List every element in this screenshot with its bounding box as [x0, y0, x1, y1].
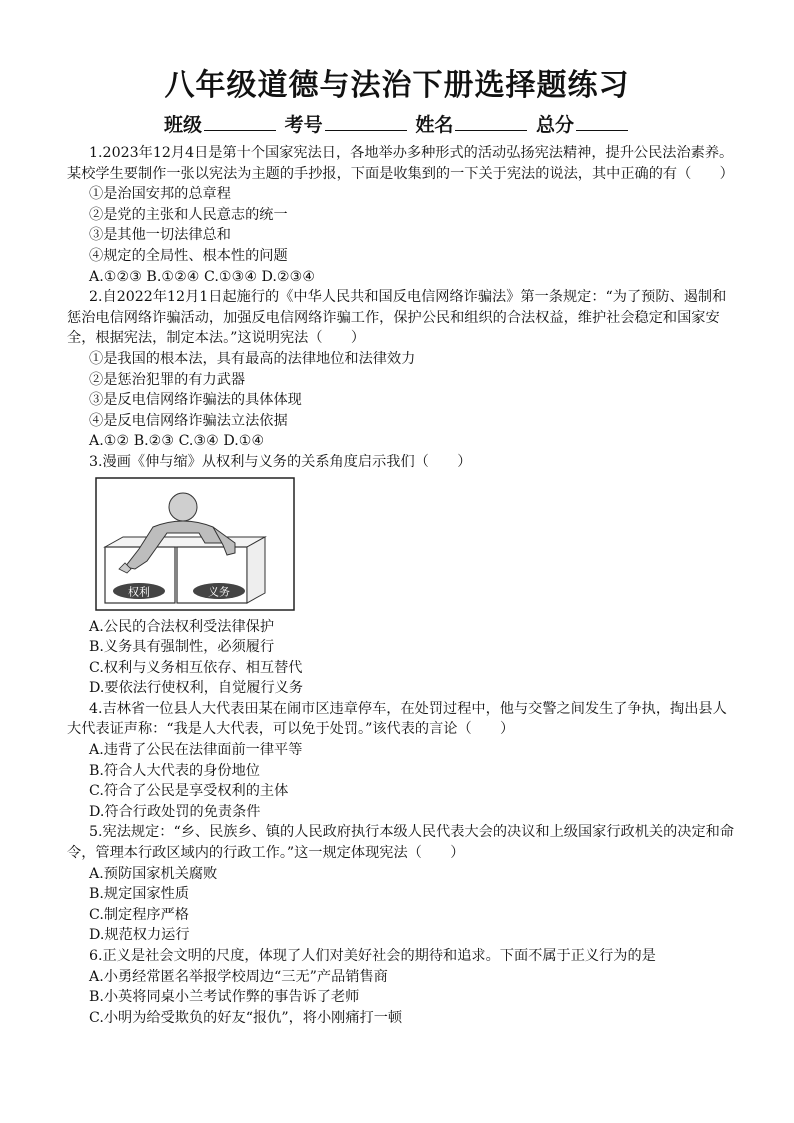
question-1-options: A.①②③ B.①②④ C.①③④ D.②③④	[89, 268, 316, 285]
class-blank[interactable]	[204, 112, 276, 131]
page-title: 八年级道德与法治下册选择题练习	[164, 68, 630, 103]
question-5-choice-d: D.规范权力运行	[89, 927, 190, 944]
question-1-item-1: ①是治国安邦的总章程	[89, 186, 231, 203]
question-1-item-3: ③是其他一切法律总和	[89, 227, 231, 244]
question-2-stem: 2.自2022年12月1日起施行的《中华人民共和国反电信网络诈骗法》第一条规定：“为了预防、遏制和惩治电信网络诈骗活动，加强反电信网络诈骗工作，保护公民和组织的合法权益，维护社会稳定和国家安全，根据宪法，制定本法。”这说明宪法（ ）	[67, 289, 727, 347]
question-4-choice-b: B.符合人大代表的身份地位	[89, 762, 260, 779]
question-3-choice-b: B.义务具有强制性，必须履行	[89, 639, 275, 656]
question-5-choice-a: A.预防国家机关腐败	[89, 865, 218, 882]
exam-number-blank[interactable]	[325, 112, 407, 131]
cartoon-illustration	[95, 477, 295, 611]
name-blank[interactable]	[455, 112, 527, 131]
question-1-stem: 1.2023年12月4日是第十个国家宪法日，各地举办多种形式的活动弘扬宪法精神，提升公民法治素养。某校学生要制作一张以宪法为主题的手抄报，下面是收集到的一下关于宪法的说法，其中正确的有（ ）	[67, 145, 734, 182]
question-4-choice-a: A.违背了公民在法律面前一律平等	[89, 742, 303, 759]
question-5-stem: 5.宪法规定：“乡、民族乡、镇的人民政府执行本级人民代表大会的决议和上级国家行政机关的决定和命令，管理本行政区域内的行政工作。”这一规定体现宪法（ ）	[67, 824, 735, 862]
question-2-item-1: ①是我国的根本法，具有最高的法律地位和法律效力	[89, 350, 416, 367]
class-label: 班级	[164, 114, 203, 136]
question-2-options: A.①② B.②③ C.③④ D.①④	[89, 433, 265, 450]
question-2-item-3: ③是反电信网络诈骗法的具体体现	[89, 392, 302, 409]
question-3-choice-a: A.公民的合法权利受法律保护	[89, 618, 275, 635]
question-3-stem: 3.漫画《伸与缩》从权利与义务的关系角度启示我们（ ）	[89, 453, 472, 470]
question-2-item-2: ②是惩治犯罪的有力武器	[89, 371, 246, 388]
question-5-choice-c: C.制定程序严格	[89, 906, 189, 923]
student-info-line	[0, 110, 794, 137]
question-list	[67, 143, 737, 1028]
question-4-stem: 4.吉林省一位县人大代表田某在闹市区违章停车，在处罚过程中，他与交警之间发生了争执，掏出县人大代表证声称：“我是人大代表，可以免于处罚。”该代表的言论（ ）	[67, 700, 727, 738]
exam-number-label: 考号	[284, 114, 323, 136]
question-6-choice-c: C.小明为给受欺负的好友“报仇”，将小刚痛打一顿	[89, 1009, 403, 1026]
question-5-choice-b: B.规定国家性质	[89, 886, 190, 903]
question-4-choice-d: D.符合行政处罚的免责条件	[89, 803, 261, 820]
question-3-choice-d: D.要依法行使权利，自觉履行义务	[89, 680, 304, 697]
question-4-choice-c: C.符合了公民是享受权利的主体	[89, 783, 289, 800]
question-6-choice-b: B.小英将同桌小兰考试作弊的事告诉了老师	[89, 989, 360, 1006]
cartoon-duty-label: 义务	[208, 585, 230, 598]
total-score-label: 总分	[535, 114, 574, 136]
question-2-item-4: ④是反电信网络诈骗法立法依据	[89, 412, 288, 429]
name-label: 姓名	[415, 114, 454, 136]
cartoon-rights-label: 权利	[128, 585, 150, 598]
question-6-choice-a: A.小勇经常匿名举报学校周边“三无”产品销售商	[89, 968, 388, 985]
question-1-item-2: ②是党的主张和人民意志的统一	[89, 206, 288, 223]
question-1-item-4: ④规定的全局性、根本性的问题	[89, 247, 288, 264]
question-3-choice-c: C.权利与义务相互依存、相互替代	[89, 659, 303, 676]
total-score-blank[interactable]	[576, 112, 628, 131]
question-6-stem: 6.正义是社会文明的尺度，体现了人们对美好社会的期待和追求。下面不属于正义行为的是	[89, 948, 656, 964]
